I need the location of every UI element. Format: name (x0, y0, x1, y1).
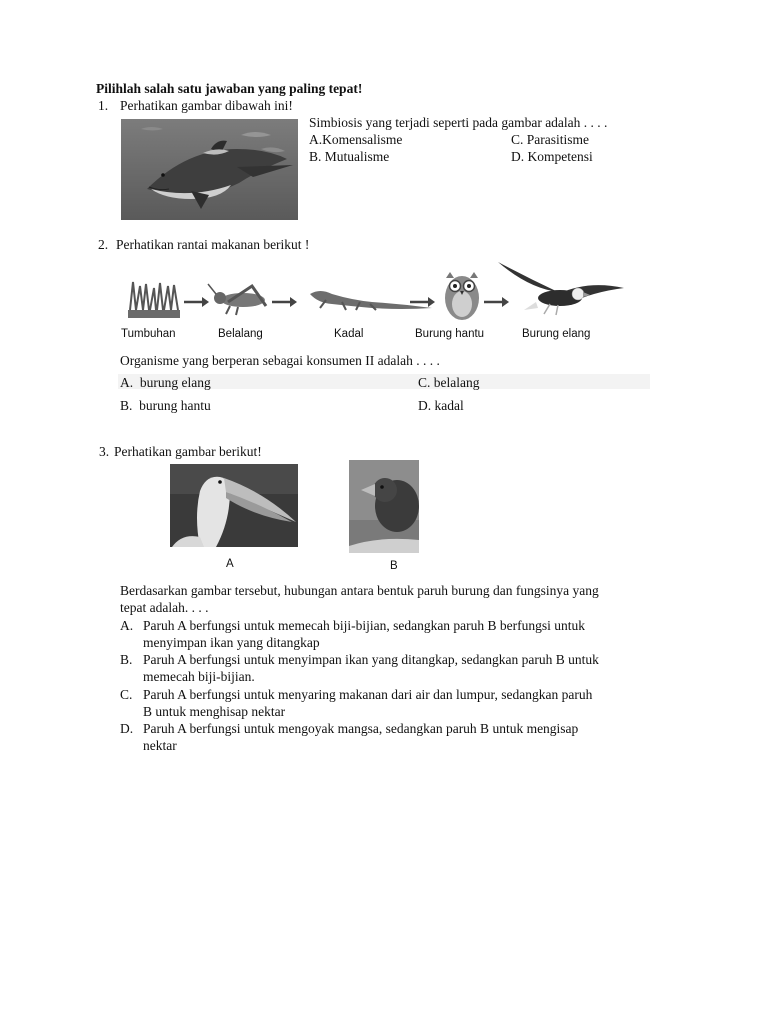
eagle-icon (498, 262, 624, 315)
image-label-b: B (390, 560, 398, 572)
q1-option-b (309, 148, 389, 165)
q2-option-d (418, 397, 464, 414)
chain-label-belalang: Belalang (218, 328, 263, 340)
q1-option-a-text: Komensalisme (322, 132, 403, 147)
q1-option-a-letter: A. (309, 132, 323, 147)
q3-option-b-line2: memecah biji-bijian. (143, 669, 255, 684)
q3-number: 3. (99, 444, 110, 459)
chain-label-burung-elang: Burung elang (522, 328, 591, 340)
q3-option-a-letter: A. (120, 618, 134, 633)
q3-option-d-line2: nektar (143, 738, 177, 753)
q1-option-a (309, 131, 402, 148)
q3-option-d-letter: D. (120, 721, 134, 736)
q2-option-c-letter: C. (418, 375, 431, 390)
q2-option-d-text: kadal (434, 398, 464, 413)
instruction-heading: Pilihlah salah satu jawaban yang paling tepat! (96, 81, 363, 96)
q2-option-a (120, 374, 211, 391)
grass-icon (128, 282, 180, 318)
q3-option-c-line1: Paruh A berfungsi untuk menyaring makanan dari air dan lumpur, sedangkan paruh (143, 687, 593, 702)
pelican-photo (170, 464, 298, 547)
q2-option-a-text: burung elang (139, 375, 211, 390)
q2-option-b-text: burung hantu (139, 398, 211, 413)
q3-question-line2: tepat adalah. . . . (120, 600, 209, 615)
lizard-icon (310, 291, 432, 310)
chain-label-kadal: Kadal (334, 328, 364, 340)
q1-option-b-letter: B. (309, 149, 322, 164)
q2-option-c-text: belalang (433, 375, 480, 390)
q3-option-d-line1: Paruh A berfungsi untuk mengoyak mangsa, sedangkan paruh B untuk mengisap (143, 721, 579, 736)
q1-prompt: Perhatikan gambar dibawah ini! (120, 98, 293, 113)
q3-question-line1: Berdasarkan gambar tersebut, hubungan antara bentuk paruh burung dan fungsinya yang (120, 583, 599, 598)
q3-option-a-line1: Paruh A berfungsi untuk memecah biji-bijian, sedangkan paruh B berfungsi untuk (143, 618, 586, 633)
q2-question: Organisme yang berperan sebagai konsumen II adalah . . . . (120, 353, 440, 368)
q1-number: 1. (98, 98, 109, 113)
q3-option-c-line2: B untuk menghisap nektar (143, 704, 286, 719)
q1-option-d-letter: D. (511, 149, 525, 164)
q1-option-c (511, 131, 589, 148)
chain-label-tumbuhan: Tumbuhan (121, 328, 176, 340)
grasshopper-icon (208, 284, 266, 315)
finch-photo (349, 460, 419, 553)
owl-icon (445, 272, 479, 320)
q2-option-b (120, 397, 211, 414)
q2-option-d-letter: D. (418, 398, 432, 413)
q2-option-c (418, 374, 480, 391)
q3-option-b-line1: Paruh A berfungsi untuk menyimpan ikan yang ditangkap, sedangkan paruh B untuk (143, 652, 599, 667)
q1-option-b-text: Mutualisme (324, 149, 390, 164)
q3-option-c-letter: C. (120, 687, 133, 702)
food-chain-illustration (120, 258, 630, 328)
q1-option-c-text: Parasitisme (526, 132, 590, 147)
q2-prompt: Perhatikan rantai makanan berikut ! (116, 237, 310, 252)
q3-prompt: Perhatikan gambar berikut! (114, 444, 262, 459)
q1-option-d (511, 148, 593, 165)
q3-option-b-letter: B. (120, 652, 133, 667)
q2-option-a-letter: A. (120, 375, 134, 390)
shark-remora-photo (121, 119, 298, 220)
q2-number: 2. (98, 237, 109, 252)
q1-option-d-text: Kompetensi (527, 149, 593, 164)
image-label-a: A (226, 558, 234, 570)
q3-option-a-line2: menyimpan ikan yang ditangkap (143, 635, 320, 650)
q2-option-b-letter: B. (120, 398, 133, 413)
chain-label-burung-hantu: Burung hantu (415, 328, 485, 340)
q1-option-c-letter: C. (511, 132, 524, 147)
q1-question: Simbiosis yang terjadi seperti pada gambar adalah . . . . (309, 115, 608, 130)
